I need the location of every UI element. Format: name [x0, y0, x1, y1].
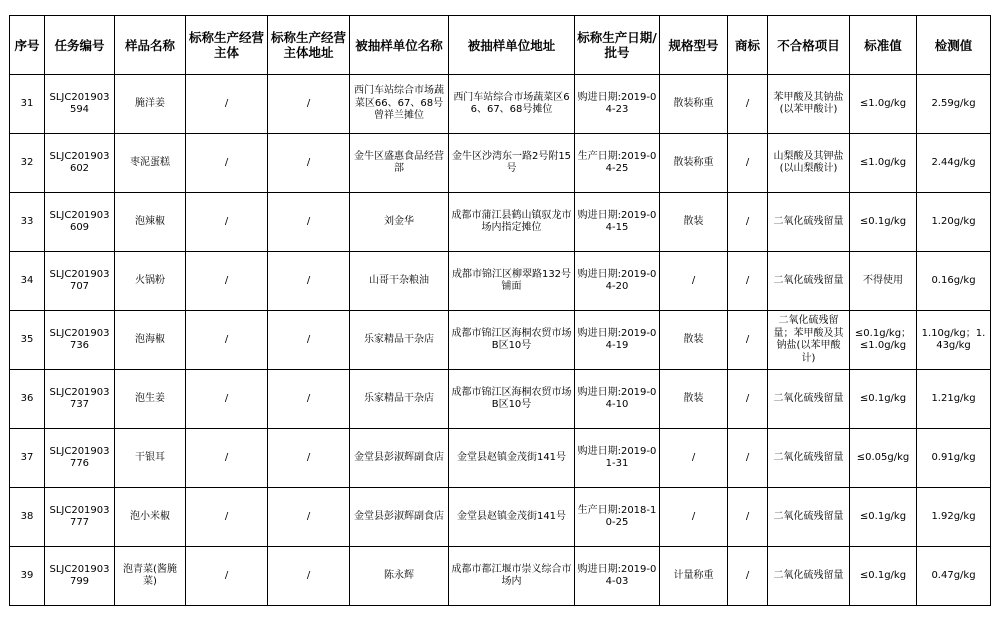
col-header-measured-value: 检测值 — [917, 16, 991, 75]
cell-measured-value: 2.59g/kg — [917, 75, 991, 134]
col-header-failed-item: 不合格项目 — [768, 16, 850, 75]
cell-task-no: SLJC201903777 — [45, 488, 115, 547]
cell-spec: 散装 — [660, 311, 728, 370]
unqualified-samples-table — [9, 15, 991, 606]
cell-index: 34 — [10, 252, 45, 311]
cell-claimed-producer-address: / — [268, 134, 350, 193]
cell-spec: 散装 — [660, 193, 728, 252]
cell-standard-value: ≤0.05g/kg — [850, 429, 917, 488]
cell-standard-value: 不得使用 — [850, 252, 917, 311]
cell-production-date: 生产日期:2019-04-25 — [575, 134, 660, 193]
cell-task-no: SLJC201903602 — [45, 134, 115, 193]
cell-sample-name: 泡生姜 — [115, 370, 186, 429]
cell-sampled-unit-address: 成都市锦江区海桐农贸市场B区10号 — [449, 311, 575, 370]
cell-failed-item: 二氧化硫残留量 — [768, 370, 850, 429]
cell-task-no: SLJC201903737 — [45, 370, 115, 429]
cell-index: 31 — [10, 75, 45, 134]
cell-standard-value: ≤0.1g/kg — [850, 547, 917, 606]
cell-failed-item: 二氧化硫残留量 — [768, 488, 850, 547]
cell-index: 32 — [10, 134, 45, 193]
cell-measured-value: 1.92g/kg — [917, 488, 991, 547]
cell-failed-item: 二氧化硫残留量 — [768, 547, 850, 606]
cell-sampled-unit-address: 成都市锦江区柳翠路132号铺面 — [449, 252, 575, 311]
cell-sample-name: 泡海椒 — [115, 311, 186, 370]
cell-index: 39 — [10, 547, 45, 606]
cell-production-date: 购进日期:2019-04-23 — [575, 75, 660, 134]
cell-sampled-unit: 金堂县彭淑辉副食店 — [350, 488, 449, 547]
cell-measured-value: 2.44g/kg — [917, 134, 991, 193]
col-header-sampled-unit-address: 被抽样单位地址 — [449, 16, 575, 75]
cell-claimed-producer: / — [186, 311, 268, 370]
cell-failed-item: 苯甲酸及其钠盐(以苯甲酸计) — [768, 75, 850, 134]
cell-spec: 计量称重 — [660, 547, 728, 606]
cell-claimed-producer-address: / — [268, 429, 350, 488]
cell-spec: / — [660, 429, 728, 488]
cell-claimed-producer: / — [186, 75, 268, 134]
cell-sample-name: 泡小米椒 — [115, 488, 186, 547]
cell-sampled-unit: 金堂县彭淑辉副食店 — [350, 429, 449, 488]
table-body — [10, 75, 991, 606]
cell-sampled-unit-address: 金堂县赵镇金茂街141号 — [449, 429, 575, 488]
cell-failed-item: 山梨酸及其钾盐(以山梨酸计) — [768, 134, 850, 193]
cell-claimed-producer-address: / — [268, 370, 350, 429]
cell-task-no: SLJC201903736 — [45, 311, 115, 370]
table-row — [10, 311, 991, 370]
cell-standard-value: ≤1.0g/kg — [850, 75, 917, 134]
cell-production-date: 生产日期:2018-10-25 — [575, 488, 660, 547]
cell-measured-value: 0.47g/kg — [917, 547, 991, 606]
table-row — [10, 75, 991, 134]
cell-production-date: 购进日期:2019-04-10 — [575, 370, 660, 429]
cell-spec: / — [660, 488, 728, 547]
cell-sample-name: 腌洋姜 — [115, 75, 186, 134]
cell-task-no: SLJC201903594 — [45, 75, 115, 134]
cell-claimed-producer-address: / — [268, 311, 350, 370]
cell-sampled-unit: 乐家精品干杂店 — [350, 370, 449, 429]
table-row — [10, 488, 991, 547]
table-row — [10, 370, 991, 429]
table-row — [10, 547, 991, 606]
cell-measured-value: 1.10g/kg；1.43g/kg — [917, 311, 991, 370]
cell-production-date: 购进日期:2019-04-03 — [575, 547, 660, 606]
col-header-trademark: 商标 — [728, 16, 768, 75]
cell-claimed-producer: / — [186, 370, 268, 429]
cell-claimed-producer-address: / — [268, 193, 350, 252]
cell-claimed-producer: / — [186, 193, 268, 252]
cell-trademark: / — [728, 311, 768, 370]
cell-sampled-unit: 山哥干杂粮油 — [350, 252, 449, 311]
table-row — [10, 429, 991, 488]
cell-claimed-producer-address: / — [268, 488, 350, 547]
cell-sampled-unit: 刘金华 — [350, 193, 449, 252]
cell-failed-item: 二氧化硫残留量；苯甲酸及其钠盐(以苯甲酸计) — [768, 311, 850, 370]
cell-spec: 散装 — [660, 370, 728, 429]
cell-failed-item: 二氧化硫残留量 — [768, 252, 850, 311]
cell-claimed-producer: / — [186, 134, 268, 193]
cell-production-date: 购进日期:2019-01-31 — [575, 429, 660, 488]
cell-trademark: / — [728, 134, 768, 193]
cell-index: 36 — [10, 370, 45, 429]
cell-trademark: / — [728, 547, 768, 606]
cell-standard-value: ≤0.1g/kg；≤1.0g/kg — [850, 311, 917, 370]
cell-task-no: SLJC201903776 — [45, 429, 115, 488]
col-header-standard-value: 标准值 — [850, 16, 917, 75]
col-header-task-no: 任务编号 — [45, 16, 115, 75]
cell-sample-name: 泡青菜(酱腌菜) — [115, 547, 186, 606]
cell-index: 38 — [10, 488, 45, 547]
cell-sampled-unit-address: 成都市蒲江县鹤山镇驭龙市场内指定摊位 — [449, 193, 575, 252]
cell-trademark: / — [728, 193, 768, 252]
cell-sampled-unit-address: 成都市锦江区海桐农贸市场B区10号 — [449, 370, 575, 429]
cell-sample-name: 火锅粉 — [115, 252, 186, 311]
cell-trademark: / — [728, 252, 768, 311]
cell-production-date: 购进日期:2019-04-15 — [575, 193, 660, 252]
cell-claimed-producer: / — [186, 429, 268, 488]
cell-task-no: SLJC201903609 — [45, 193, 115, 252]
col-header-sample-name: 样品名称 — [115, 16, 186, 75]
cell-sampled-unit: 西门车站综合市场蔬菜区66、67、68号曾祥兰摊位 — [350, 75, 449, 134]
cell-claimed-producer: / — [186, 488, 268, 547]
cell-trademark: / — [728, 429, 768, 488]
cell-standard-value: ≤1.0g/kg — [850, 134, 917, 193]
cell-sampled-unit-address: 成都市都江堰市崇义综合市场内 — [449, 547, 575, 606]
cell-index: 33 — [10, 193, 45, 252]
table-row — [10, 134, 991, 193]
cell-measured-value: 1.21g/kg — [917, 370, 991, 429]
cell-spec: 散装称重 — [660, 134, 728, 193]
cell-sample-name: 干银耳 — [115, 429, 186, 488]
cell-claimed-producer: / — [186, 547, 268, 606]
cell-standard-value: ≤0.1g/kg — [850, 488, 917, 547]
cell-trademark: / — [728, 75, 768, 134]
cell-claimed-producer-address: / — [268, 547, 350, 606]
table-header — [10, 16, 991, 75]
cell-sampled-unit: 陈永辉 — [350, 547, 449, 606]
table-row — [10, 193, 991, 252]
cell-claimed-producer: / — [186, 252, 268, 311]
cell-sampled-unit-address: 金堂县赵镇金茂街141号 — [449, 488, 575, 547]
col-header-sampled-unit: 被抽样单位名称 — [350, 16, 449, 75]
col-header-production-date: 标称生产日期/批号 — [575, 16, 660, 75]
cell-failed-item: 二氧化硫残留量 — [768, 193, 850, 252]
cell-spec: / — [660, 252, 728, 311]
header-row — [10, 16, 991, 75]
col-header-claimed-producer-address: 标称生产经营主体地址 — [268, 16, 350, 75]
cell-sample-name: 枣泥蛋糕 — [115, 134, 186, 193]
cell-index: 35 — [10, 311, 45, 370]
cell-sampled-unit: 金牛区盛惠食品经营部 — [350, 134, 449, 193]
cell-standard-value: ≤0.1g/kg — [850, 193, 917, 252]
cell-sampled-unit-address: 金牛区沙湾东一路2号附15号 — [449, 134, 575, 193]
col-header-index: 序号 — [10, 16, 45, 75]
cell-trademark: / — [728, 370, 768, 429]
cell-measured-value: 0.91g/kg — [917, 429, 991, 488]
cell-sampled-unit: 乐家精品干杂店 — [350, 311, 449, 370]
cell-sample-name: 泡辣椒 — [115, 193, 186, 252]
cell-index: 37 — [10, 429, 45, 488]
cell-spec: 散装称重 — [660, 75, 728, 134]
cell-production-date: 购进日期:2019-04-19 — [575, 311, 660, 370]
col-header-claimed-producer: 标称生产经营主体 — [186, 16, 268, 75]
cell-production-date: 购进日期:2019-04-20 — [575, 252, 660, 311]
cell-trademark: / — [728, 488, 768, 547]
cell-standard-value: ≤0.1g/kg — [850, 370, 917, 429]
cell-claimed-producer-address: / — [268, 75, 350, 134]
table-row — [10, 252, 991, 311]
cell-sampled-unit-address: 西门车站综合市场蔬菜区66、67、68号摊位 — [449, 75, 575, 134]
cell-task-no: SLJC201903707 — [45, 252, 115, 311]
col-header-spec: 规格型号 — [660, 16, 728, 75]
cell-task-no: SLJC201903799 — [45, 547, 115, 606]
cell-measured-value: 0.16g/kg — [917, 252, 991, 311]
cell-measured-value: 1.20g/kg — [917, 193, 991, 252]
cell-failed-item: 二氧化硫残留量 — [768, 429, 850, 488]
cell-claimed-producer-address: / — [268, 252, 350, 311]
